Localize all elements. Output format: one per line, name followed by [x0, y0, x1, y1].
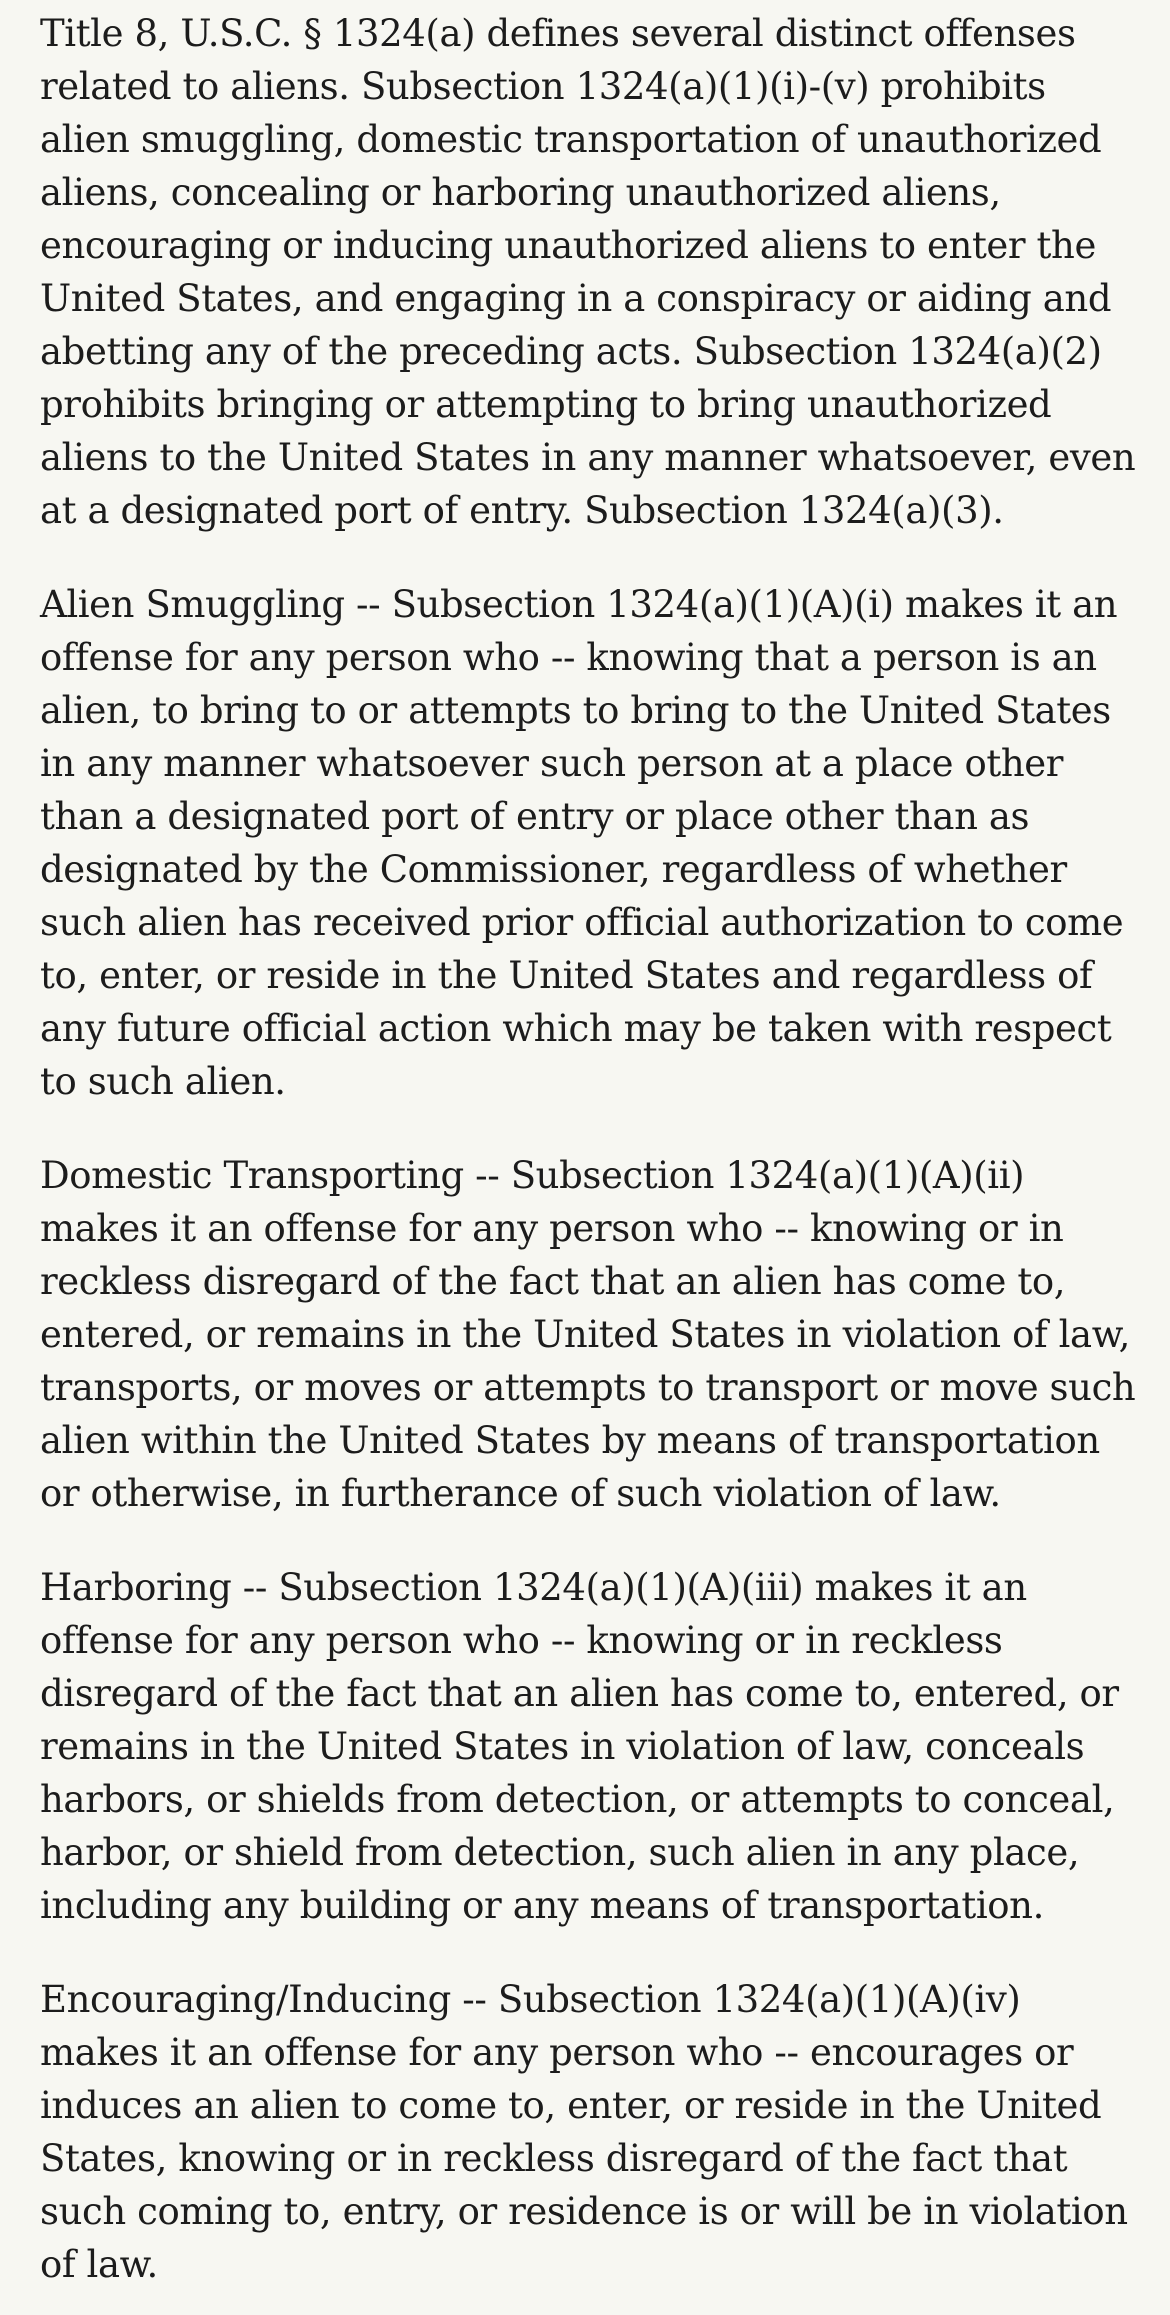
paragraph-alien-smuggling: Alien Smuggling -- Subsection 1324(a)(1)(A)(i) makes it an offense for any person who -- knowing that a person is an alien, to bring to or attempts to bring to the United States in any manner whatsoever such person at a place other than a designated port of entry or place other than as designated by the Commissioner, regardless of whether such alien has received prior official authorization to come to, enter, or reside in the United States and regardless of any future official action which may be taken with respect to such alien. — [40, 583, 1124, 1103]
paragraph-overview: Title 8, U.S.C. § 1324(a) defines several distinct offenses related to aliens. Subsection 1324(a)(1)(i)-(v) prohibits alien smuggling, domestic transportation of unauthorized aliens, concealing or harboring unauthorized aliens, encouraging or inducing unauthorized aliens to enter the United States, and engaging in a conspiracy or aiding and abetting any of the preceding acts. Subsection 1324(a)(2) prohibits bringing or attempting to bring unauthorized aliens to the United States in any manner whatsoever, even at a designated port of entry. Subsection 1324(a)(3). — [40, 12, 1136, 532]
article-body — [40, 7, 1136, 2291]
paragraph-harboring: Harboring -- Subsection 1324(a)(1)(A)(iii) makes it an offense for any person who -- knowing or in reckless disregard of the fact that an alien has come to, entered, or remains in the United States in violation of law, conceals harbors, or shields from detection, or attempts to conceal, harbor, or shield from detection, such alien in any place, including any building or any means of transportation. — [40, 1566, 1119, 1927]
paragraph-domestic-transporting: Domestic Transporting -- Subsection 1324(a)(1)(A)(ii) makes it an offense for any person who -- knowing or in reckless disregard of the fact that an alien has come to, entered, or remains in the United States in violation of law, transports, or moves or attempts to transport or move such alien within the United States by means of transportation or otherwise, in furtherance of such violation of law. — [40, 1154, 1136, 1515]
paragraph-encouraging-inducing: Encouraging/Inducing -- Subsection 1324(a)(1)(A)(iv) makes it an offense for any person who -- encourages or induces an alien to come to, enter, or reside in the United States, knowing or in reckless disregard of the fact that such coming to, entry, or residence is or will be in violation of law. — [40, 1978, 1128, 2286]
